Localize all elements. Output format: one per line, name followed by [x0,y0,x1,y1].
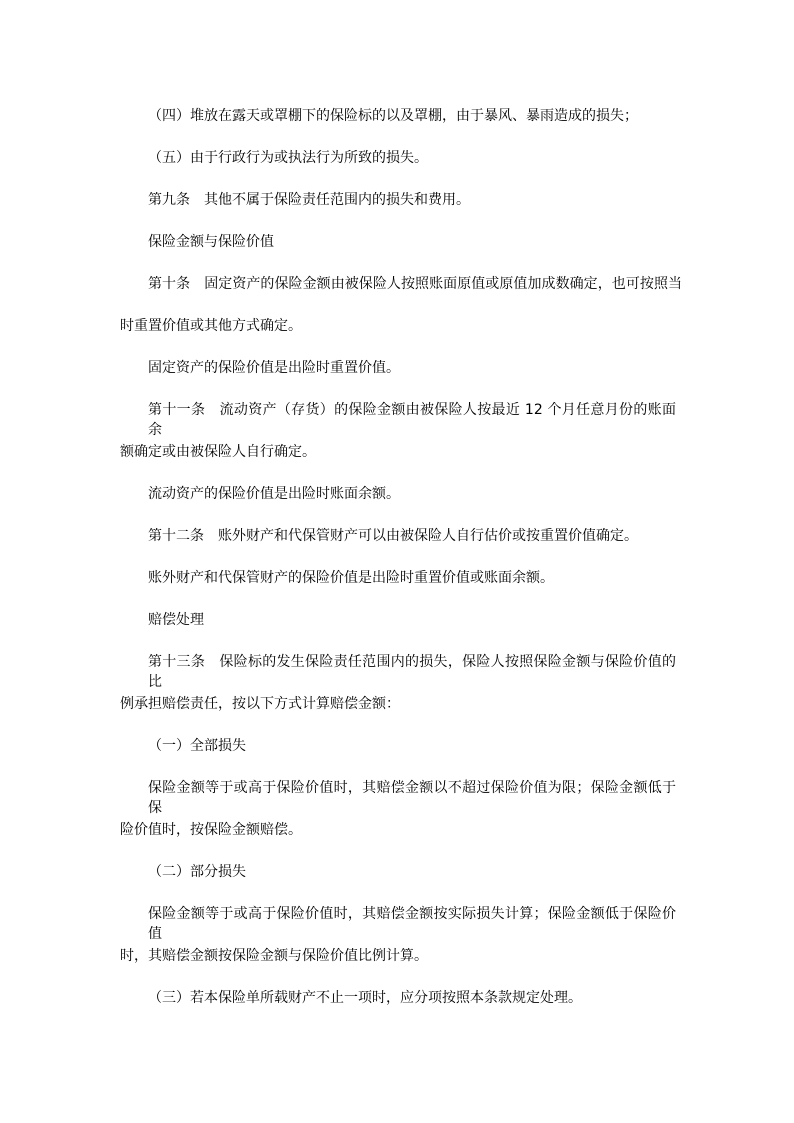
article-10-line-2: 时重置价值或其他方式确定。 [120,318,302,334]
article-13-line-1: 第十三条 保险标的发生保险责任范围内的损失，保险人按照保险金额与保险价值的比 [148,654,676,690]
article-12: 第十二条 账外财产和代保管财产可以由被保险人自行估价或按重置价值确定。 [148,528,638,544]
article-9: 第九条 其他不属于保险责任范围内的损失和费用。 [148,192,470,208]
section-heading-insured-amount: 保险金额与保险价值 [148,234,274,250]
clause-item-4: （四）堆放在露天或罩棚下的保险标的以及罩棚，由于暴风、暴雨造成的损失； [148,108,638,124]
article-10-paragraph-2: 固定资产的保险价值是出险时重置价值。 [148,360,400,376]
item-partial-loss: （二）部分损失 [148,864,246,880]
article-10-line-1: 第十条 固定资产的保险金额由被保险人按照账面原值或原值加成数确定，也可按照当 [148,276,682,292]
article-11-line-2: 额确定或由被保险人自行确定。 [120,444,316,460]
partial-loss-line-1: 保险金额等于或高于保险价值时，其赔偿金额按实际损失计算；保险金额低于保险价值 [148,906,676,942]
article-11-line-1: 第十一条 流动资产（存货）的保险金额由被保险人按最近 12 个月任意月份的账面余 [148,402,676,438]
article-13-line-2: 例承担赔偿责任，按以下方式计算赔偿金额： [120,696,400,712]
section-heading-compensation: 赔偿处理 [148,612,204,628]
total-loss-line-1: 保险金额等于或高于保险价值时，其赔偿金额以不超过保险价值为限；保险金额低于保 [148,780,676,816]
total-loss-line-2: 险价值时，按保险金额赔偿。 [120,822,302,838]
clause-item-5: （五）由于行政行为或执法行为所致的损失。 [148,150,428,166]
article-11-paragraph-2: 流动资产的保险价值是出险时账面余额。 [148,486,400,502]
partial-loss-line-2: 时，其赔偿金额按保险金额与保险价值比例计算。 [120,948,428,964]
item-multiple-property: （三）若本保险单所载财产不止一项时，应分项按照本条款规定处理。 [148,990,582,1006]
article-12-paragraph-2: 账外财产和代保管财产的保险价值是出险时重置价值或账面余额。 [148,570,554,586]
item-total-loss: （一）全部损失 [148,738,246,754]
